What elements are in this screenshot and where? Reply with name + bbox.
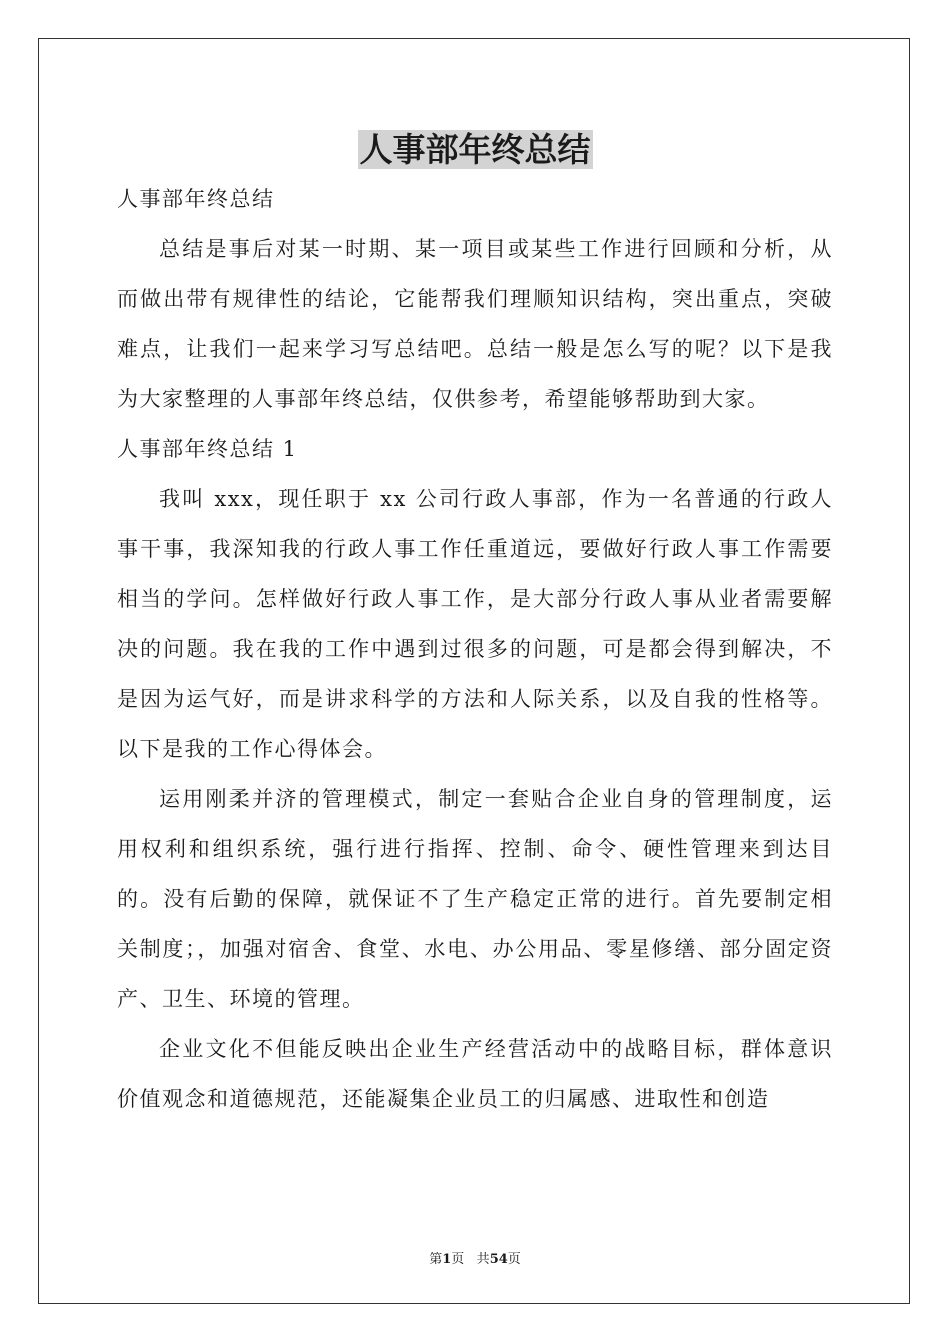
intro-paragraph: 总结是事后对某一时期、某一项目或某些工作进行回顾和分析，从而做出带有规律性的结论，它能帮我们理顺知识结构，突出重点，突破难点，让我们一起来学习写总结吧。总结一般是怎么写的呢？以下是我为大家整理的人事部年终总结，仅供参考，希望能够帮助到大家。 (117, 237, 833, 411)
section-heading: 人事部年终总结 (117, 187, 275, 211)
page-unit: 页 (451, 1252, 465, 1267)
page-footer (0, 1248, 950, 1267)
body-paragraph: 我叫 xxx，现任职于 xx 公司行政人事部，作为一名普通的行政人事干事，我深知我的行政人事工作任重道远，要做好行政人事工作需要相当的学问。怎样做好行政人事工作，是大部分行政人事从业者需要解决的问题。我在我的工作中遇到过很多的问题，可是都会得到解决，不是因为运气好，而是讲求科学的方法和人际关系，以及自我的性格等。以下是我的工作心得体会。 (117, 487, 833, 761)
document-title-text: 人事部年终总结 (359, 130, 591, 169)
section-heading-1: 人事部年终总结 1 (117, 437, 298, 461)
body-paragraph: 企业文化不但能反映出企业生产经营活动中的战略目标，群体意识价值观念和道德规范，还能凝集企业员工的归属感、进取性和创造 (117, 1037, 833, 1111)
document-body (117, 174, 833, 1124)
document-title (0, 126, 950, 174)
total-unit: 页 (507, 1252, 521, 1267)
total-prefix: 共 (476, 1252, 490, 1267)
page-prefix: 第 (429, 1252, 443, 1267)
body-paragraph: 运用刚柔并济的管理模式，制定一套贴合企业自身的管理制度，运用权利和组织系统，强行进行指挥、控制、命令、硬性管理来到达目的。没有后勤的保障，就保证不了生产稳定正常的进行。首先要制定相关制度；，加强对宿舍、食堂、水电、办公用品、零星修缮、部分固定资产、卫生、环境的管理。 (117, 787, 833, 1011)
page-number: 1 (442, 1252, 452, 1267)
total-pages: 54 (489, 1252, 508, 1267)
